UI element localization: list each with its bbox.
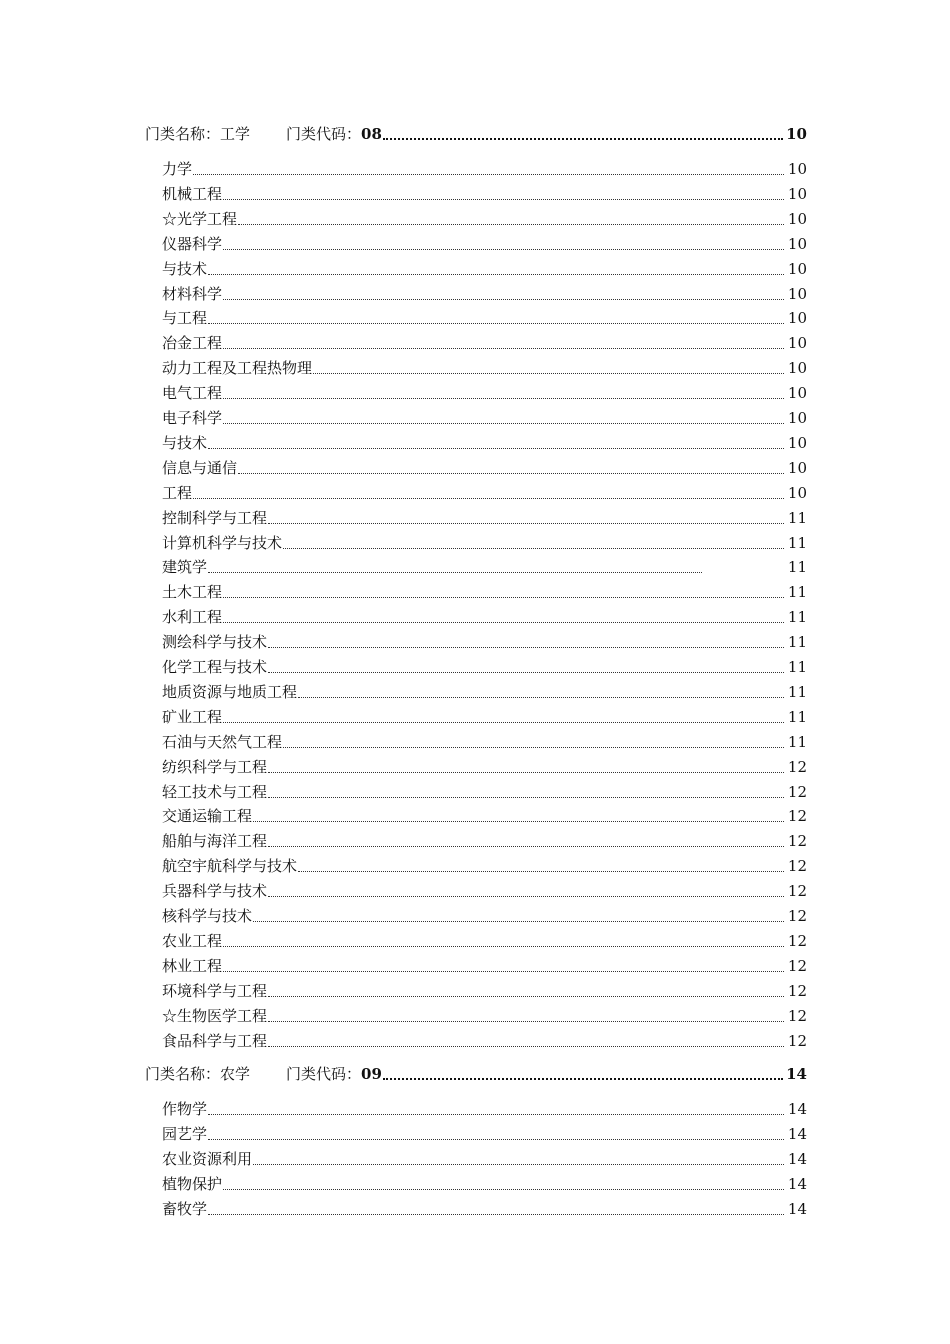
- section-page-number: 14: [786, 1065, 807, 1083]
- dot-leader: [208, 323, 784, 324]
- section-page-number: 10: [786, 125, 807, 143]
- section-heading: [145, 1066, 382, 1083]
- section-name: 门类名称：农学: [145, 1065, 251, 1083]
- entry-page-number: 12: [787, 981, 807, 1000]
- entry-title: 园艺学: [162, 1124, 208, 1143]
- dot-leader: [268, 797, 784, 798]
- entry-title: 电气工程: [162, 384, 223, 403]
- dot-leader: [223, 423, 784, 424]
- entry-title: 林业工程: [162, 956, 223, 975]
- dot-leader: [268, 1046, 784, 1047]
- entry-title: 农业工程: [162, 931, 223, 950]
- entry-page-number: 10: [787, 234, 807, 253]
- dot-leader: [283, 548, 784, 549]
- dot-leader: [253, 921, 784, 922]
- toc-entry[interactable]: [145, 777, 807, 801]
- section-heading-row[interactable]: [145, 1059, 807, 1083]
- toc-entry[interactable]: [145, 328, 807, 352]
- entry-title: 电子科学: [162, 409, 223, 427]
- section-name: 门类名称：工学: [145, 125, 251, 143]
- dot-leader: [268, 672, 784, 673]
- toc-entry[interactable]: [145, 528, 807, 552]
- entry-title: 与工程: [162, 309, 208, 328]
- dot-leader: [298, 697, 784, 698]
- entry-page-number: 14: [787, 1149, 807, 1168]
- toc-entry[interactable]: [145, 1144, 807, 1168]
- entry-title: 交通运输工程: [162, 807, 253, 826]
- entry-title: 控制科学与工程: [162, 508, 268, 527]
- section-heading: [145, 126, 382, 143]
- dot-leader: [223, 398, 784, 399]
- section-heading-row[interactable]: [145, 119, 807, 143]
- entry-title: 力学: [162, 160, 193, 178]
- dot-leader: [268, 772, 784, 773]
- entry-title: 材料科学: [162, 284, 223, 303]
- toc-entry[interactable]: [145, 179, 807, 203]
- entry-page-number: 11: [787, 583, 807, 602]
- dot-leader: [268, 846, 784, 847]
- entry-page-number: 10: [787, 384, 807, 403]
- dot-leader: [223, 249, 784, 250]
- dot-leader: [268, 647, 784, 648]
- entry-page-number: 12: [787, 807, 807, 826]
- entry-page-number: 12: [787, 956, 807, 975]
- dot-leader: [268, 523, 784, 524]
- entry-title: 信息与通信: [162, 458, 238, 477]
- entry-page-number: 12: [787, 757, 807, 776]
- dot-leader: [268, 1021, 784, 1022]
- entry-page-number: 10: [787, 209, 807, 228]
- entry-title: 水利工程: [162, 608, 223, 627]
- entry-title: 航空宇航科学与技术: [162, 857, 298, 876]
- dot-leader: [383, 138, 783, 140]
- entry-page-number: 12: [787, 832, 807, 851]
- entry-title: 食品科学与工程: [162, 1031, 268, 1050]
- entry-title: 土木工程: [162, 583, 223, 602]
- toc-entry[interactable]: [145, 1194, 807, 1218]
- entry-title: 纺织科学与工程: [162, 757, 268, 776]
- entry-title: 建筑学: [162, 558, 208, 577]
- dot-leader: [283, 747, 784, 748]
- toc-entry[interactable]: [145, 951, 807, 975]
- entry-page-number: 10: [787, 259, 807, 278]
- toc-entry[interactable]: [145, 279, 807, 303]
- entry-title: 仪器科学: [162, 234, 223, 253]
- dot-leader: [223, 946, 784, 947]
- toc-entry[interactable]: [145, 1001, 807, 1025]
- entry-title: 与技术: [162, 433, 208, 452]
- entry-page-number: 11: [787, 732, 807, 751]
- toc-entry[interactable]: [145, 353, 807, 377]
- entry-title: ☆生物医学工程: [162, 1006, 268, 1025]
- entry-title: 植物保护: [162, 1174, 223, 1193]
- toc-entry[interactable]: [145, 826, 807, 850]
- toc-entry[interactable]: [145, 254, 807, 278]
- entry-page-number: 12: [787, 907, 807, 925]
- section-code: 08: [361, 125, 382, 143]
- entry-page-number: 11: [787, 633, 807, 652]
- toc-entry[interactable]: [145, 652, 807, 676]
- dot-leader: [223, 722, 784, 723]
- entry-title: 冶金工程: [162, 334, 223, 353]
- toc-entry[interactable]: [145, 577, 807, 601]
- entry-page-number: 11: [787, 707, 807, 726]
- entry-title: 轻工技术与工程: [162, 782, 268, 801]
- section-code-label: 门类代码：: [286, 125, 362, 143]
- entry-title: 工程: [162, 483, 193, 502]
- toc-entry[interactable]: [145, 1026, 807, 1050]
- toc-entry[interactable]: [145, 378, 807, 402]
- section-code-label: 门类代码：: [286, 1065, 362, 1083]
- entry-page-number: 14: [787, 1174, 807, 1193]
- dot-leader: [223, 1189, 784, 1190]
- dot-leader: [268, 996, 784, 997]
- entry-page-number: 11: [787, 682, 807, 701]
- entry-title: 农业资源利用: [162, 1149, 253, 1168]
- dot-leader: [208, 1139, 784, 1140]
- entry-title: 石油与天然气工程: [162, 732, 283, 751]
- toc-entry[interactable]: [145, 229, 807, 253]
- entry-page-number: 10: [787, 458, 807, 477]
- toc-entry[interactable]: [145, 154, 807, 178]
- entry-page-number: 11: [787, 558, 807, 577]
- entry-page-number: 10: [787, 359, 807, 378]
- dot-leader: [193, 174, 784, 175]
- entry-page-number: 11: [787, 658, 807, 676]
- dot-leader: [223, 299, 784, 300]
- toc-entry[interactable]: [145, 403, 807, 427]
- toc-entry[interactable]: [145, 752, 807, 776]
- entry-page-number: 10: [787, 483, 807, 502]
- toc-entry[interactable]: [145, 303, 807, 327]
- entry-title: 核科学与技术: [162, 907, 253, 925]
- entry-page-number: 10: [787, 433, 807, 452]
- entry-page-number: 12: [787, 782, 807, 801]
- entry-page-number: 11: [787, 533, 807, 552]
- toc-entry[interactable]: [145, 926, 807, 950]
- toc-entry[interactable]: [145, 428, 807, 452]
- toc-entry[interactable]: [145, 453, 807, 477]
- dot-leader: [253, 821, 784, 822]
- toc-entry[interactable]: [145, 478, 807, 502]
- entry-title: 兵器科学与技术: [162, 882, 268, 901]
- entry-title: 畜牧学: [162, 1199, 208, 1218]
- entry-page-number: 12: [787, 931, 807, 950]
- dot-leader: [223, 348, 784, 349]
- dot-leader: [208, 274, 784, 275]
- entry-title: 动力工程及工程热物理: [162, 359, 313, 378]
- toc-entry[interactable]: [145, 627, 807, 651]
- toc-entry[interactable]: [145, 851, 807, 875]
- entry-page-number: 12: [787, 882, 807, 901]
- entry-page-number: 12: [787, 1031, 807, 1050]
- section-code: 09: [361, 1065, 382, 1083]
- dot-leader: [223, 971, 784, 972]
- toc-entry[interactable]: [145, 976, 807, 1000]
- entry-title: 船舶与海洋工程: [162, 832, 268, 851]
- toc-entry[interactable]: [145, 1119, 807, 1143]
- dot-leader: [238, 473, 784, 474]
- entry-page-number: 11: [787, 608, 807, 627]
- dot-leader: [238, 224, 784, 225]
- entry-title: 计算机科学与技术: [162, 533, 283, 552]
- toc-entry[interactable]: [145, 602, 807, 626]
- entry-page-number: 10: [787, 334, 807, 353]
- entry-title: 矿业工程: [162, 707, 223, 726]
- entry-title: 作物学: [162, 1100, 208, 1118]
- dot-leader: [313, 373, 784, 374]
- toc-entry[interactable]: [145, 552, 807, 576]
- entry-page-number: 12: [787, 1006, 807, 1025]
- entry-page-number: 10: [787, 184, 807, 203]
- entry-page-number: 10: [787, 309, 807, 328]
- entry-page-number: 14: [787, 1199, 807, 1218]
- dot-leader: [298, 871, 784, 872]
- entry-page-number: 10: [787, 284, 807, 303]
- dot-leader: [208, 1114, 784, 1115]
- dot-leader: [208, 1214, 784, 1215]
- entry-title: 测绘科学与技术: [162, 633, 268, 652]
- toc-entry[interactable]: [145, 503, 807, 527]
- dot-leader: [208, 448, 784, 449]
- entry-title: 与技术: [162, 259, 208, 278]
- entry-page-number: 10: [787, 160, 807, 178]
- toc-entry[interactable]: [145, 801, 807, 825]
- dot-leader: [208, 572, 702, 573]
- entry-title: 机械工程: [162, 184, 223, 203]
- dot-leader: [268, 896, 784, 897]
- toc-entry[interactable]: [145, 702, 807, 726]
- toc-entry[interactable]: [145, 727, 807, 751]
- entry-page-number: 14: [787, 1100, 807, 1118]
- dot-leader: [383, 1078, 783, 1080]
- entry-page-number: 14: [787, 1124, 807, 1143]
- toc-entry[interactable]: [145, 901, 807, 925]
- toc-entry[interactable]: [145, 1169, 807, 1193]
- dot-leader: [193, 498, 784, 499]
- toc-entry[interactable]: [145, 876, 807, 900]
- entry-title: 化学工程与技术: [162, 658, 268, 676]
- entry-page-number: 11: [787, 508, 807, 527]
- toc-entry[interactable]: [145, 677, 807, 701]
- toc-entry[interactable]: [145, 204, 807, 228]
- dot-leader: [223, 597, 784, 598]
- entry-title: 地质资源与地质工程: [162, 682, 298, 701]
- entry-page-number: 12: [787, 857, 807, 876]
- entry-title: 环境科学与工程: [162, 981, 268, 1000]
- toc-entry[interactable]: [145, 1094, 807, 1118]
- dot-leader: [223, 199, 784, 200]
- dot-leader: [253, 1164, 784, 1165]
- entry-page-number: 10: [787, 409, 807, 427]
- entry-title: ☆光学工程: [162, 209, 238, 228]
- dot-leader: [223, 622, 784, 623]
